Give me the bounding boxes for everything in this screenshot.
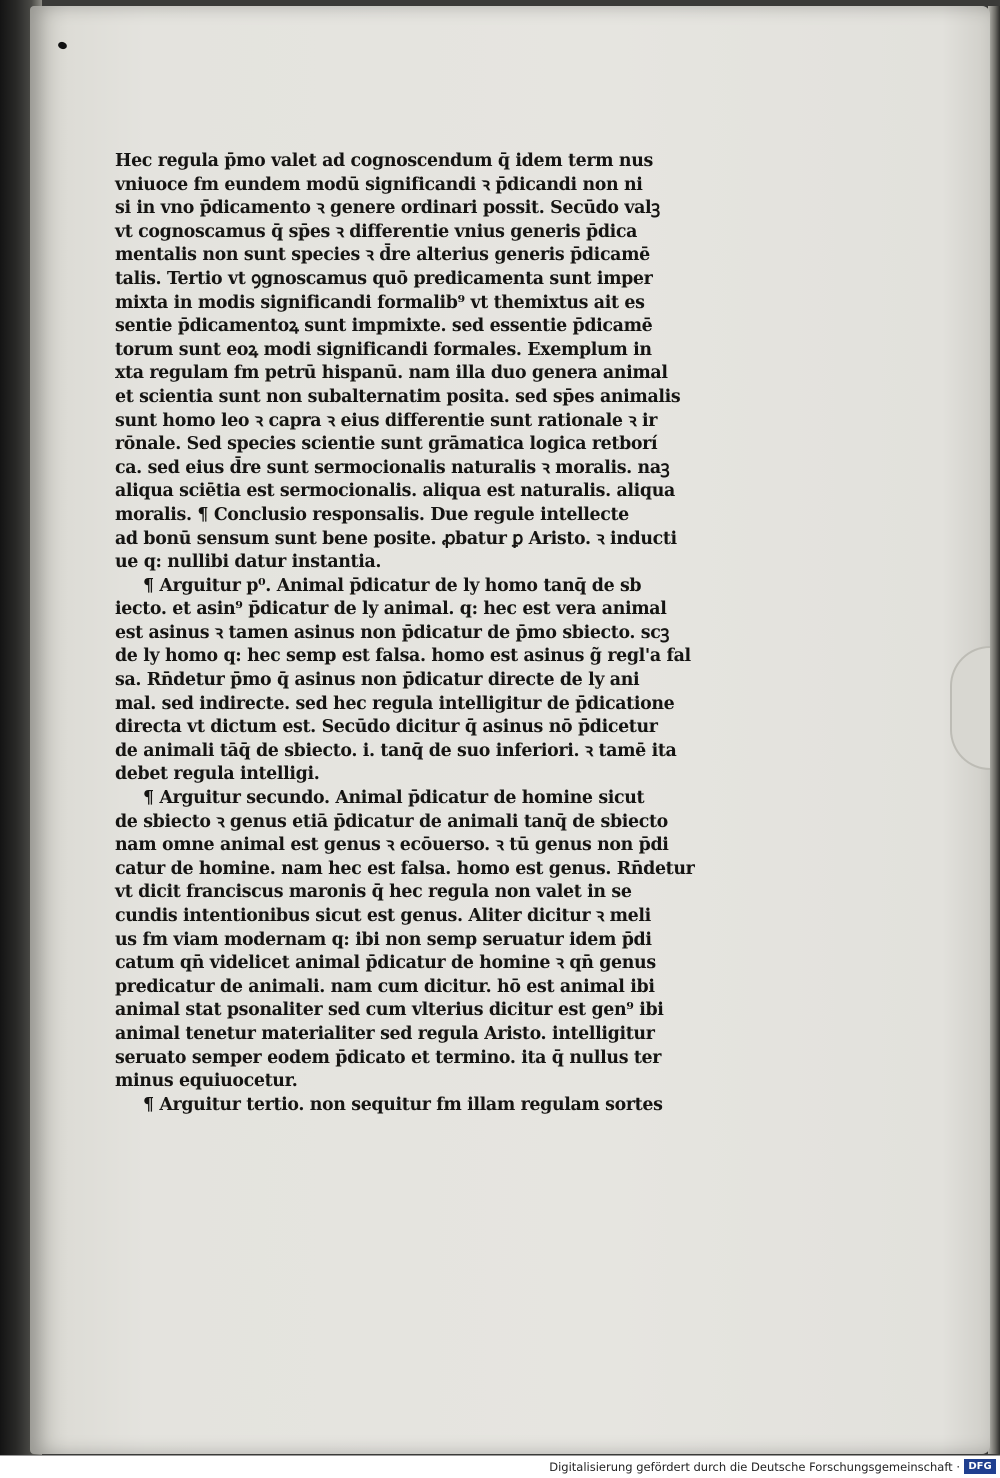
text-line: ¶ Arguitur tertio. non sequitur fm illam regulam sortes [143,1094,663,1115]
text-line: predicatur de animali. nam cum dicitur. hō est animal ibi [115,976,655,997]
text-line: ca. sed eius d̄re sunt sermocionalis naturalis ꝛ moralis. naꝫ [115,457,670,478]
text-line: de animali tāq̄ de sbiecto. i. tanq̄ de suo inferiori. ꝛ tamē ita [115,740,677,761]
text-line: nam omne animal est genus ꝛ ecōuerso. ꝛ tū genus non p̄di [115,835,669,856]
text-line: est asinus ꝛ tamen asinus non p̄dicatur de p̄mo sbiecto. scꝫ [115,622,670,643]
text-line: seruato semper eodem p̄dicato et termino. ita q̄ nullus ter [115,1047,662,1068]
text-line: ue q: nullibi datur instantia. [115,552,382,573]
clip-tab [950,646,990,770]
text-line: mal. sed indirecte. sed hec regula intelligitur de p̄dicatione [115,693,675,714]
text-line: vt cognoscamus q̄ sp̄es ꝛ differentie vnius generis p̄dica [115,221,638,242]
footer-bar [0,1455,1000,1478]
text-line: si in vno p̄dicamento ꝛ genere ordinari possit. Secūdo valꝫ [115,198,660,219]
text-line: talis. Tertio vt ꝯgnoscamus quō predicamenta sunt imper [115,268,653,289]
text-line: catur de homine. nam hec est falsa. homo est genus. Rn̄detur [115,858,695,879]
text-line: torum sunt eoꝝ modi significandi formales. Exemplum in [115,339,652,360]
text-line: minus equiuocetur. [115,1071,298,1092]
text-line: xta regulam fm petrū hispanū. nam illa duo genera animal [115,363,668,384]
text-line: vt dicit franciscus maronis q̄ hec regula non valet in se [115,882,632,903]
text-line: vniuoce fm eundem modū significandi ꝛ p̄dicandi non ni [115,174,643,195]
text-line: directa vt dictum est. Secūdo dicitur q̄ asinus nō p̄dicetur [115,717,658,738]
text-line: iecto. et asin⁹ p̄dicatur de ly animal. q: hec est vera animal [115,599,667,620]
text-line: animal tenetur materialiter sed regula Aristo. intelligitur [115,1023,655,1044]
text-line: sunt homo leo ꝛ capra ꝛ eius differentie sunt rationale ꝛ ir [115,410,658,431]
text-line: de ly homo q: hec semp est falsa. homo est asinus g̃ regl'a fal [115,646,691,667]
dfg-logo: DFG [964,1459,996,1474]
text-line: animal stat psonaliter sed cum vlterius dicitur est gen⁹ ibi [115,1000,664,1021]
text-line: catum qn̄ videlicet animal p̄dicatur de homine ꝛ qn̄ genus [115,953,656,974]
text-line: sentie p̄dicamentoꝝ sunt impmixte. sed essentie p̄dicamē [115,316,653,337]
text-line: ¶ Arguitur secundo. Animal p̄dicatur de homine sicut [143,788,645,809]
text-line: ad bonū sensum sunt bene posite. ꝓbatur ꝑ Aristo. ꝛ inducti [115,528,677,549]
text-line: Hec regula p̄mo valet ad cognoscendum q̄ idem term nus [115,151,653,171]
text-line: sa. Rn̄detur p̄mo q̄ asinus non p̄dicatur directe de ly ani [115,670,640,691]
text-line: et scientia sunt non subalternatim posita. sed sp̄es animalis [115,386,681,407]
text-line: rōnale. Sed species scientie sunt grāmatica logica retborí [115,434,658,455]
text-line: us fm viam modernam q: ibi non semp seruatur idem p̄di [115,929,652,950]
text-line: mentalis non sunt species ꝛ d̄re alterius generis p̄dicamē [115,245,650,266]
text-line: debet regula intelligi. [115,764,320,785]
text-line: ¶ Arguitur p⁰. Animal p̄dicatur de ly homo tanq̄ de sb [143,575,642,596]
footer-credit: Digitalisierung gefördert durch die Deutsche Forschungsgemeinschaft · [549,1460,960,1474]
text-line: de sbiecto ꝛ genus etiā p̄dicatur de animali tanq̄ de sbiecto [115,811,668,832]
text-line: moralis. ¶ Conclusio responsalis. Due regule intellecte [115,504,629,525]
text-line: cundis intentionibus sicut est genus. Aliter dicitur ꝛ meli [115,906,651,926]
text-line: aliqua sciētia est sermocionalis. aliqua est naturalis. aliqua [115,481,675,502]
text-block [115,150,715,1117]
text-line: mixta in modis significandi formalib⁹ vt themixtus ait es [115,292,645,313]
